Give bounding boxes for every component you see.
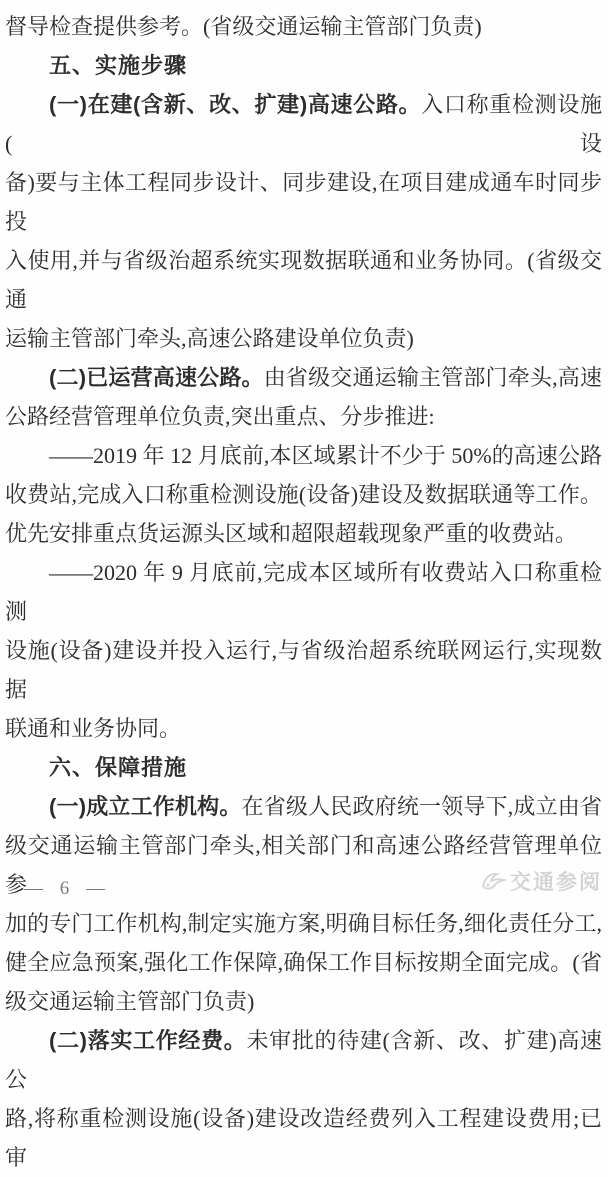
text-line: 联通和业务协同。 — [5, 716, 182, 741]
text-line: 级交通运输主管部门负责) — [5, 989, 255, 1014]
paragraph-lead-bold: (一)在建(含新、改、扩建)高速公路。 — [49, 92, 422, 117]
text-line: 优先安排重点货运源头区域和超限超载现象严重的收费站。 — [5, 521, 578, 546]
paragraph-text: 未审批的待建(含新、改、扩建)高速公 — [5, 1028, 603, 1092]
text-line: 公路经营管理单位负责,突出重点、分步推进: — [5, 404, 435, 429]
text-line: 备)要与主体工程同步设计、同步建设,在项目建成通车时同步投 — [5, 170, 602, 234]
text-line-milestone-2020: ——2020 年 9 月底前,完成本区域所有收费站入口称重检测 — [5, 560, 602, 624]
paragraph-lead-bold: (二)落实工作经费。 — [49, 1028, 247, 1053]
text-line: 路,将称重检测设施(设备)建设改造经费列入工程建设费用;已审 — [5, 1106, 602, 1170]
watermark-label: 交通参阅 — [510, 871, 602, 894]
text-line: 运输主管部门牵头,高速公路建设单位负责) — [5, 326, 414, 351]
paragraph-text: 由省级交通运输主管部门牵头,高速 — [263, 365, 602, 390]
section-heading-5: 五、实施步骤 — [49, 53, 188, 78]
text-line — [5, 787, 602, 826]
paragraph-lead-bold: (一)成立工作机构。 — [49, 794, 242, 819]
text-line: 级交通运输主管部门牵头,相关部门和高速公路经营管理单位参 — [5, 833, 602, 897]
text-line: 设施(设备)建设并投入运行,与省级治超系统联网运行,实现数据 — [5, 638, 602, 702]
text-line — [5, 85, 602, 163]
text-line: 健全应急预案,强化工作保障,确保工作目标按期全面完成。(省 — [5, 950, 602, 975]
text-line-continuation: 督导检查提供参考。(省级交通运输主管部门负责) — [5, 14, 482, 39]
paragraph-text: 入口称重检测设施(设 — [5, 92, 602, 156]
text-line-milestone-2019: ——2019 年 12 月底前,本区域累计不少于 50%的高速公路 — [49, 443, 602, 468]
watermark-logo-icon — [480, 869, 507, 893]
section-heading-6: 六、保障措施 — [49, 755, 188, 780]
text-line: 加的专门工作机构,制定实施方案,明确目标任务,细化责任分工, — [5, 911, 602, 936]
text-line — [5, 358, 602, 397]
paragraph-text: 在省级人民政府统一领导下,成立由省 — [241, 794, 602, 819]
paragraph-lead-bold: (二)已运营高速公路。 — [49, 365, 264, 390]
watermark — [480, 866, 602, 896]
text-line: 收费站,完成入口称重检测设施(设备)建设及数据联通等工作。 — [5, 482, 602, 507]
text-line: 入使用,并与省级治超系统实现数据联通和业务协同。(省级交通 — [5, 248, 602, 312]
page-number: — 6 — — [24, 878, 111, 899]
text-line — [5, 1021, 602, 1099]
